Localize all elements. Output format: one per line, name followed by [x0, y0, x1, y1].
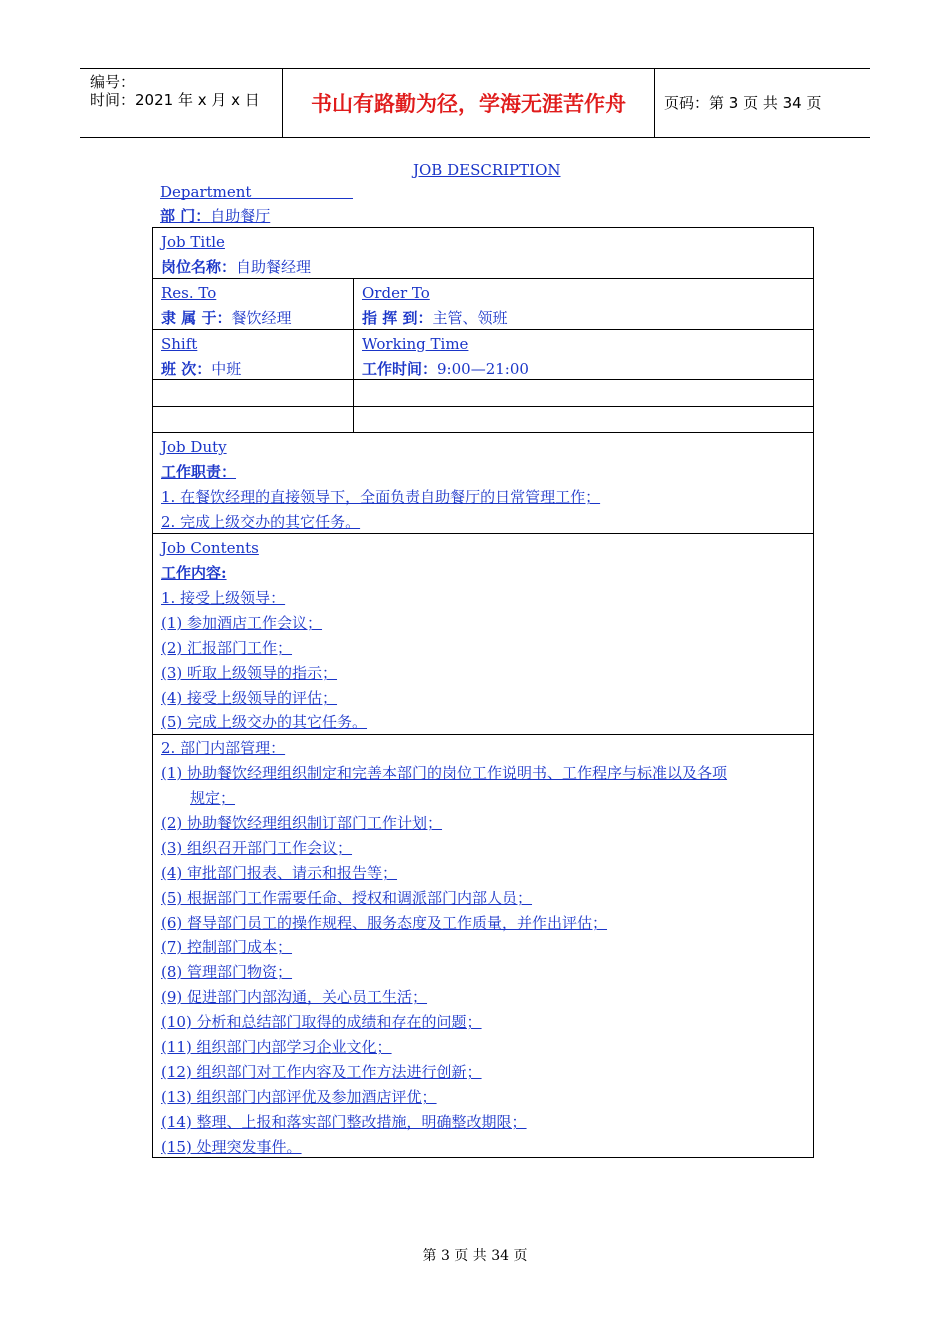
row-divider: [153, 734, 813, 735]
job-title-value: 自助餐经理: [236, 258, 312, 276]
content-item: (11) 组织部门内部学习企业文化；: [161, 1038, 392, 1056]
section-title: 1. 接受上级领导：: [161, 589, 286, 607]
res-to-label-cn: 隶 属 于：: [161, 309, 232, 327]
content-item: (5) 完成上级交办的其它任务。: [161, 713, 368, 731]
content-item: (14) 整理、上报和落实部门整改措施，明确整改期限；: [161, 1113, 527, 1131]
row-divider: [153, 432, 813, 433]
row-divider: [153, 406, 813, 407]
department-underline: [160, 198, 353, 199]
column-divider: [353, 278, 354, 432]
shift-label-cn: 班 次：: [161, 360, 212, 378]
job-contents-label-en: Job Contents: [161, 539, 259, 557]
content-item: (4) 接受上级领导的评估；: [161, 689, 338, 707]
department-value: 自助餐厅: [210, 207, 271, 225]
job-duty-label-cn: 工作职责：: [161, 463, 237, 481]
row-divider: [153, 379, 813, 380]
content-item: (1) 协助餐饮经理组织制定和完善本部门的岗位工作说明书、工作程序与标准以及各项: [161, 764, 728, 782]
date-label: 时间：2021 年 x 月 x 日: [90, 91, 260, 109]
header-info-cell: [80, 69, 283, 137]
content-item: (2) 汇报部门工作；: [161, 639, 293, 657]
page-footer: 第 3 页 共 34 页: [422, 1248, 528, 1264]
shift-value: 中班: [211, 360, 242, 378]
number-label: 编号：: [90, 73, 136, 91]
header-page-cell: [655, 69, 870, 137]
job-title-label-en: Job Title: [161, 233, 225, 251]
duty-item: 1. 在餐饮经理的直接领导下，全面负责自助餐厅的日常管理工作；: [161, 488, 601, 506]
header-page-info: 页码：第 3 页 共 34 页: [664, 94, 822, 112]
content-item: (15) 处理突发事件。: [161, 1138, 302, 1156]
content-item: (7) 控制部门成本；: [161, 938, 293, 956]
department-label-en: Department: [160, 183, 252, 201]
content-item: (2) 协助餐饮经理组织制订部门工作计划；: [161, 814, 443, 832]
content-item: (3) 组织召开部门工作会议；: [161, 839, 353, 857]
working-time-label-cn: 工作时间：: [362, 360, 438, 378]
res-to-value: 餐饮经理: [231, 309, 292, 327]
content-item-continuation: 规定；: [190, 789, 236, 807]
order-to-label-cn: 指 挥 到：: [362, 309, 433, 327]
working-time-value: 9:00—21:00: [437, 360, 529, 378]
motto: 书山有路勤为径，学海无涯苦作舟: [311, 92, 626, 116]
job-title-label-cn: 岗位名称：: [161, 258, 237, 276]
content-item: (6) 督导部门员工的操作规程、服务态度及工作质量，并作出评估；: [161, 914, 608, 932]
row-divider: [153, 533, 813, 534]
content-item: (9) 促进部门内部沟通，关心员工生活；: [161, 988, 428, 1006]
duty-item: 2. 完成上级交办的其它任务。: [161, 513, 361, 531]
working-time-label-en: Working Time: [362, 335, 469, 353]
department-label-cn: 部 门：: [160, 207, 211, 225]
section-title: 2. 部门内部管理：: [161, 739, 286, 757]
doc-title: JOB DESCRIPTION: [413, 161, 561, 179]
content-item: (12) 组织部门对工作内容及工作方法进行创新；: [161, 1063, 482, 1081]
content-item: (10) 分析和总结部门取得的成绩和存在的问题；: [161, 1013, 482, 1031]
department-field: [160, 206, 270, 226]
content-item: (5) 根据部门工作需要任命、授权和调派部门内部人员；: [161, 889, 533, 907]
header-motto-cell: [283, 69, 655, 137]
res-to-label-en: Res. To: [161, 284, 217, 302]
res-to-field: [161, 308, 291, 328]
content-item: (1) 参加酒店工作会议；: [161, 614, 323, 632]
row-divider: [153, 278, 813, 279]
content-item: (3) 听取上级领导的指示；: [161, 664, 338, 682]
job-duty-label-en: Job Duty: [161, 438, 227, 456]
job-title-field: [161, 257, 311, 277]
job-contents-label-cn: 工作内容:: [161, 564, 227, 582]
order-to-field: [362, 308, 507, 328]
shift-label-en: Shift: [161, 335, 198, 353]
working-time-field: [362, 359, 529, 379]
content-item: (13) 组织部门内部评优及参加酒店评优；: [161, 1088, 437, 1106]
order-to-value: 主管、领班: [432, 309, 508, 327]
content-item: (4) 审批部门报表、请示和报告等；: [161, 864, 398, 882]
page-header: [80, 68, 870, 138]
row-divider: [153, 329, 813, 330]
content-item: (8) 管理部门物资；: [161, 963, 293, 981]
order-to-label-en: Order To: [362, 284, 430, 302]
shift-field: [161, 359, 241, 379]
